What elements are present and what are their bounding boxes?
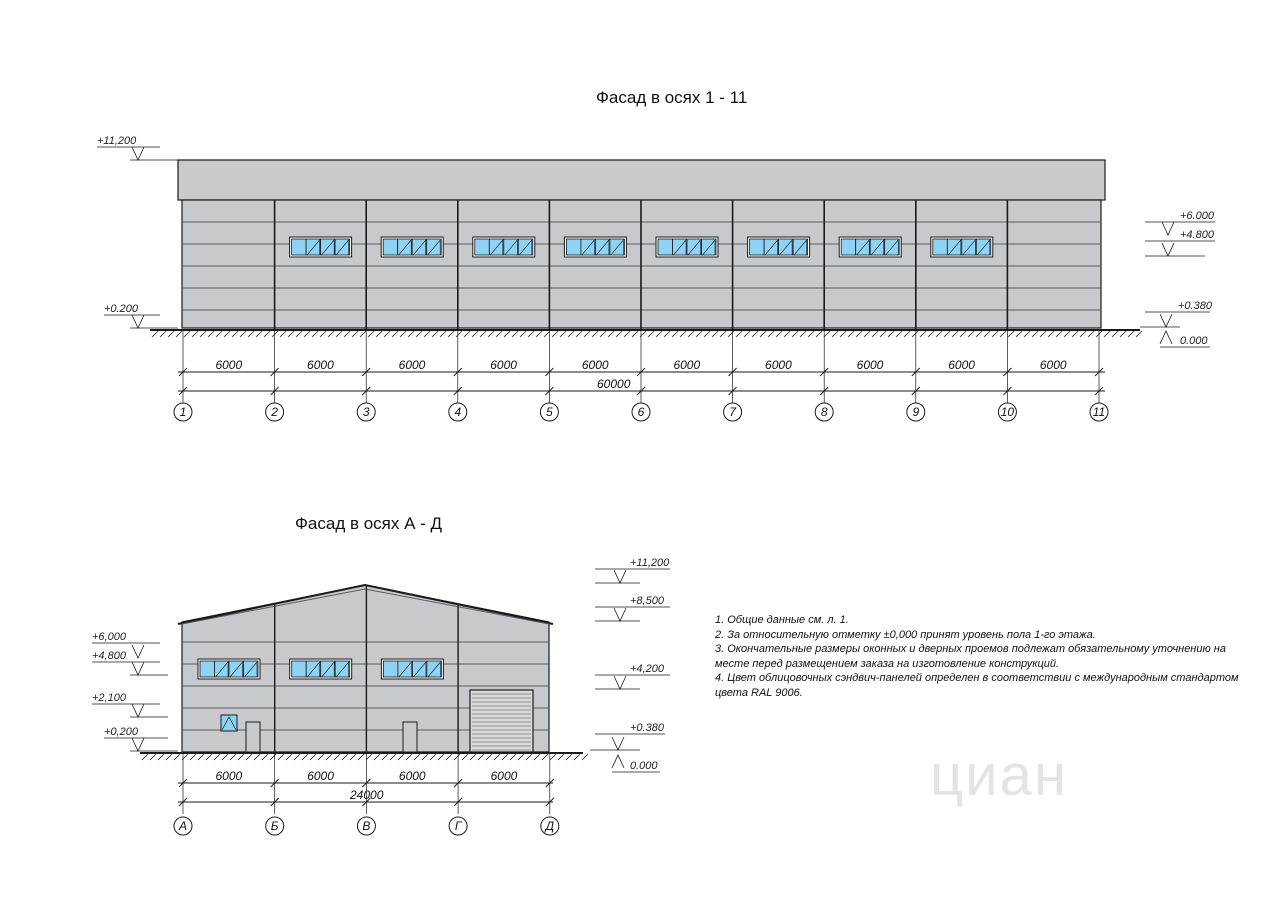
- hatch-stroke: [192, 331, 198, 337]
- hatch-stroke: [448, 331, 454, 337]
- hatch-stroke: [912, 331, 918, 337]
- hatch-stroke: [648, 331, 654, 337]
- hatch-stroke: [494, 754, 500, 760]
- hatch-stroke: [528, 331, 534, 337]
- hatch-stroke: [264, 331, 270, 337]
- facade-2-elevation: [92, 557, 670, 835]
- hatch-stroke: [248, 331, 254, 337]
- hatch-stroke: [286, 754, 292, 760]
- hatch-stroke: [142, 754, 148, 760]
- level-mark-4800: [1145, 229, 1215, 256]
- facade-1-title: Фасад в осях 1 - 11: [596, 88, 748, 107]
- hatch-stroke: [174, 754, 180, 760]
- axis-label: А: [178, 819, 188, 833]
- window-pane: [292, 661, 307, 677]
- hatch-stroke: [696, 331, 702, 337]
- svg-text:+0.200: +0.200: [104, 303, 138, 315]
- svg-text:+4,800: +4,800: [92, 650, 126, 662]
- hatch-stroke: [440, 331, 446, 337]
- level-mark-4200: [595, 663, 670, 689]
- hatch-stroke: [1008, 331, 1014, 337]
- hatch-stroke: [350, 754, 356, 760]
- hatch-stroke: [318, 754, 324, 760]
- span-label: 6000: [398, 358, 426, 372]
- hatch-stroke: [424, 331, 430, 337]
- door-left: [246, 722, 260, 752]
- hatch-stroke: [656, 331, 662, 337]
- hatch-stroke: [326, 754, 332, 760]
- hatch-stroke: [344, 331, 350, 337]
- axis-label: Б: [270, 819, 279, 833]
- hatch-stroke: [1120, 331, 1126, 337]
- hatch-stroke: [438, 754, 444, 760]
- hatch-stroke: [832, 331, 838, 337]
- hatch-stroke: [712, 331, 718, 337]
- hatch-stroke: [422, 754, 428, 760]
- hatch-stroke: [198, 754, 204, 760]
- hatch-stroke: [312, 331, 318, 337]
- axis-label: Г: [454, 819, 462, 833]
- hatch-stroke: [542, 754, 548, 760]
- hatch-stroke: [550, 754, 556, 760]
- hatch-stroke: [584, 331, 590, 337]
- hatch-stroke: [256, 331, 262, 337]
- hatch-stroke: [568, 331, 574, 337]
- hatch-stroke: [520, 331, 526, 337]
- axis-label: В: [362, 819, 371, 833]
- axis-label: 7: [729, 405, 736, 419]
- hatch-stroke: [856, 331, 862, 337]
- hatch-stroke: [582, 754, 588, 760]
- hatch-stroke: [880, 331, 886, 337]
- axis-label: 8: [820, 405, 828, 419]
- hatch-stroke: [1056, 331, 1062, 337]
- hatch-stroke: [1072, 331, 1078, 337]
- hatch-stroke: [472, 331, 478, 337]
- small-window: [221, 715, 237, 731]
- facade-2-title: Фасад в осях А - Д: [295, 514, 443, 533]
- hatch-stroke: [176, 331, 182, 337]
- hatch-stroke: [304, 331, 310, 337]
- hatch-stroke: [262, 754, 268, 760]
- span-label: 6000: [215, 769, 243, 783]
- hatch-stroke: [152, 331, 158, 337]
- hatch-stroke: [944, 331, 950, 337]
- hatch-stroke: [728, 331, 734, 337]
- hatch-stroke: [464, 331, 470, 337]
- hatch-stroke: [848, 331, 854, 337]
- hatch-stroke: [720, 331, 726, 337]
- hatch-stroke: [280, 331, 286, 337]
- svg-text:+6.000: +6.000: [1180, 210, 1214, 222]
- level-mark-2100: [92, 692, 168, 717]
- hatch-stroke: [288, 331, 294, 337]
- hatch-stroke: [240, 331, 246, 337]
- window-pane: [383, 239, 398, 255]
- span-label: 6000: [581, 358, 609, 372]
- hatch-stroke: [184, 331, 190, 337]
- hatch-stroke: [190, 754, 196, 760]
- hatch-stroke: [920, 331, 926, 337]
- axis-label: 11: [1092, 405, 1106, 419]
- hatch-stroke: [928, 331, 934, 337]
- ground-hatch: [142, 754, 588, 760]
- span-label: 6000: [307, 769, 334, 783]
- hatch-stroke: [1088, 331, 1094, 337]
- hatch-stroke: [150, 754, 156, 760]
- hatch-stroke: [760, 331, 766, 337]
- axis-label: 9: [912, 405, 920, 419]
- hatch-stroke: [376, 331, 382, 337]
- facade-1-elevation: [97, 135, 1215, 421]
- window-pane: [841, 239, 856, 255]
- hatch-stroke: [160, 331, 166, 337]
- svg-text:+4.800: +4.800: [1180, 229, 1214, 241]
- hatch-stroke: [216, 331, 222, 337]
- hatch-stroke: [336, 331, 342, 337]
- svg-text:+2,100: +2,100: [92, 692, 126, 704]
- door-middle: [403, 722, 417, 752]
- svg-text:+11,200: +11,200: [97, 135, 137, 147]
- level-mark-0000: [612, 755, 660, 772]
- hatch-stroke: [784, 331, 790, 337]
- hatch-stroke: [408, 331, 414, 337]
- svg-text:+0.380: +0.380: [630, 722, 664, 734]
- hatch-stroke: [462, 754, 468, 760]
- hatch-stroke: [632, 331, 638, 337]
- general-notes: [715, 613, 1275, 701]
- hatch-stroke: [952, 331, 958, 337]
- hatch-stroke: [222, 754, 228, 760]
- hatch-stroke: [270, 754, 276, 760]
- hatch-stroke: [992, 331, 998, 337]
- window-pane: [475, 239, 490, 255]
- hatch-stroke: [390, 754, 396, 760]
- hatch-stroke: [792, 331, 798, 337]
- hatch-stroke: [254, 754, 260, 760]
- hatch-stroke: [398, 754, 404, 760]
- level-mark-4800: [92, 650, 168, 675]
- span-label: 6000: [307, 358, 334, 372]
- window-pane: [933, 239, 948, 255]
- hatch-stroke: [488, 331, 494, 337]
- hatch-stroke: [574, 754, 580, 760]
- hatch-stroke: [768, 331, 774, 337]
- hatch-stroke: [1016, 331, 1022, 337]
- hatch-stroke: [736, 331, 742, 337]
- hatch-stroke: [456, 331, 462, 337]
- window-pane: [566, 239, 581, 255]
- hatch-stroke: [800, 331, 806, 337]
- window-pane: [292, 239, 307, 255]
- hatch-stroke: [616, 331, 622, 337]
- hatch-stroke: [904, 331, 910, 337]
- level-mark-0200: [104, 303, 178, 328]
- hatch-stroke: [294, 754, 300, 760]
- note-line: 1. Общие данные см. л. 1.: [715, 614, 849, 626]
- hatch-stroke: [1048, 331, 1054, 337]
- hatch-stroke: [302, 754, 308, 760]
- hatch-stroke: [246, 754, 252, 760]
- hatch-stroke: [936, 331, 942, 337]
- hatch-stroke: [352, 331, 358, 337]
- level-mark-0380: [590, 722, 665, 750]
- hatch-stroke: [320, 331, 326, 337]
- axis-bubbles: [174, 403, 1108, 421]
- hatch-stroke: [200, 331, 206, 337]
- hatch-stroke: [518, 754, 524, 760]
- hatch-stroke: [608, 331, 614, 337]
- hatch-stroke: [566, 754, 572, 760]
- hatch-stroke: [744, 331, 750, 337]
- ground-hatch: [152, 331, 1142, 337]
- hatch-stroke: [168, 331, 174, 337]
- hatch-stroke: [960, 331, 966, 337]
- svg-text:+0.380: +0.380: [1178, 300, 1212, 312]
- span-label: 6000: [765, 358, 792, 372]
- window-row: [198, 659, 443, 679]
- hatch-stroke: [382, 754, 388, 760]
- hatch-stroke: [360, 331, 366, 337]
- hatch-stroke: [968, 331, 974, 337]
- hatch-stroke: [576, 331, 582, 337]
- hatch-stroke: [334, 754, 340, 760]
- level-mark-0200: [104, 726, 178, 751]
- hatch-stroke: [1104, 331, 1110, 337]
- level-mark-11200: [595, 557, 670, 583]
- svg-text:0.000: 0.000: [630, 760, 658, 772]
- hatch-stroke: [1032, 331, 1038, 337]
- hatch-stroke: [1080, 331, 1086, 337]
- hatch-stroke: [414, 754, 420, 760]
- hatch-stroke: [872, 331, 878, 337]
- hatch-stroke: [552, 331, 558, 337]
- svg-text:+4,200: +4,200: [630, 663, 664, 675]
- hatch-stroke: [432, 331, 438, 337]
- hatch-stroke: [368, 331, 374, 337]
- hatch-stroke: [328, 331, 334, 337]
- hatch-stroke: [536, 331, 542, 337]
- total-width: 24000: [350, 788, 384, 802]
- hatch-stroke: [624, 331, 630, 337]
- hatch-stroke: [896, 331, 902, 337]
- hatch-stroke: [592, 331, 598, 337]
- hatch-stroke: [816, 331, 822, 337]
- hatch-stroke: [206, 754, 212, 760]
- hatch-stroke: [296, 331, 302, 337]
- hatch-stroke: [478, 754, 484, 760]
- hatch-stroke: [664, 331, 670, 337]
- hatch-stroke: [888, 331, 894, 337]
- hatch-stroke: [374, 754, 380, 760]
- hatch-stroke: [558, 754, 564, 760]
- hatch-stroke: [672, 331, 678, 337]
- hatch-stroke: [704, 331, 710, 337]
- hatch-stroke: [208, 331, 214, 337]
- hatch-stroke: [272, 331, 278, 337]
- hatch-stroke: [446, 754, 452, 760]
- hatch-stroke: [824, 331, 830, 337]
- hatch-stroke: [342, 754, 348, 760]
- hatch-stroke: [526, 754, 532, 760]
- svg-text:0.000: 0.000: [1180, 335, 1208, 347]
- hatch-stroke: [976, 331, 982, 337]
- hatch-stroke: [166, 754, 172, 760]
- axis-label: 4: [454, 405, 462, 419]
- hatch-stroke: [502, 754, 508, 760]
- hatch-stroke: [496, 331, 502, 337]
- dimension-ticks: [179, 753, 554, 814]
- hatch-stroke: [680, 331, 686, 337]
- hatch-stroke: [214, 754, 220, 760]
- axis-label: 2: [271, 405, 278, 419]
- hatch-stroke: [454, 754, 460, 760]
- level-mark-11200: [97, 135, 178, 160]
- hatch-stroke: [238, 754, 244, 760]
- hatch-stroke: [504, 331, 510, 337]
- note-line: цвета RAL 9006.: [715, 686, 803, 699]
- axis-label: 3: [362, 405, 370, 419]
- axis-label: Д: [545, 819, 555, 833]
- note-line: 3. Окончательные размеры оконных и дверных проемов подлежат обязательному уточнению на: [715, 643, 1226, 656]
- note-line: 2. За относительную отметку ±0,000 принят уровень пола 1-го этажа.: [715, 628, 1096, 641]
- axis-label: 5: [546, 405, 553, 419]
- hatch-stroke: [1024, 331, 1030, 337]
- level-mark-0380: [1140, 300, 1213, 327]
- hatch-stroke: [224, 331, 230, 337]
- window-pane: [383, 661, 398, 677]
- hatch-stroke: [1136, 331, 1142, 337]
- axis-label: 1: [179, 405, 187, 419]
- hatch-stroke: [158, 754, 164, 760]
- hatch-stroke: [1000, 331, 1006, 337]
- axis-bubbles: [174, 817, 559, 835]
- level-mark-8500: [595, 595, 670, 621]
- hatch-stroke: [416, 331, 422, 337]
- span-label: 6000: [215, 358, 243, 372]
- hatch-stroke: [1040, 331, 1046, 337]
- hatch-stroke: [512, 331, 518, 337]
- window-pane: [200, 661, 215, 677]
- hatch-stroke: [1128, 331, 1134, 337]
- hatch-stroke: [808, 331, 814, 337]
- span-label: 6000: [673, 358, 701, 372]
- span-label: 6000: [1039, 358, 1067, 372]
- hatch-stroke: [384, 331, 390, 337]
- axis-label: 6: [637, 405, 645, 419]
- hatch-stroke: [470, 754, 476, 760]
- hatch-stroke: [688, 331, 694, 337]
- span-label: 6000: [398, 769, 426, 783]
- hatch-stroke: [392, 331, 398, 337]
- hatch-stroke: [776, 331, 782, 337]
- span-label: 6000: [490, 358, 517, 372]
- span-label: 6000: [948, 358, 975, 372]
- note-line: 4. Цвет облицовочных сэндвич-панелей определен в соответствии с международным стандартом: [715, 672, 1239, 685]
- hatch-stroke: [430, 754, 436, 760]
- hatch-stroke: [310, 754, 316, 760]
- roller-gate: [470, 690, 533, 752]
- svg-text:+11,200: +11,200: [630, 557, 670, 569]
- hatch-stroke: [1064, 331, 1070, 337]
- span-label: 6000: [490, 769, 518, 783]
- total-length: 60000: [597, 377, 631, 391]
- watermark-logo: циан: [930, 743, 1068, 808]
- hatch-stroke: [230, 754, 236, 760]
- span-label: 6000: [856, 358, 884, 372]
- hatch-stroke: [480, 331, 486, 337]
- svg-text:+8,500: +8,500: [630, 595, 664, 607]
- hatch-stroke: [1112, 331, 1118, 337]
- hatch-stroke: [232, 331, 238, 337]
- hatch-stroke: [366, 754, 372, 760]
- axis-label: 10: [1000, 405, 1015, 419]
- hatch-stroke: [486, 754, 492, 760]
- hatch-stroke: [400, 331, 406, 337]
- hatch-stroke: [358, 754, 364, 760]
- window-pane: [658, 239, 673, 255]
- hatch-stroke: [406, 754, 412, 760]
- note-line: месте перед размещением заказа на изготовление конструкций.: [715, 657, 1060, 670]
- hatch-stroke: [752, 331, 758, 337]
- level-mark-0000: [1160, 331, 1210, 347]
- hatch-stroke: [984, 331, 990, 337]
- hatch-stroke: [560, 331, 566, 337]
- window-pane: [750, 239, 765, 255]
- hatch-stroke: [600, 331, 606, 337]
- hatch-stroke: [510, 754, 516, 760]
- svg-text:+0,200: +0,200: [104, 726, 138, 738]
- hatch-stroke: [534, 754, 540, 760]
- roof-parapet: [178, 160, 1105, 200]
- hatch-stroke: [864, 331, 870, 337]
- hatch-stroke: [278, 754, 284, 760]
- svg-text:+6,000: +6,000: [92, 631, 126, 643]
- hatch-stroke: [840, 331, 846, 337]
